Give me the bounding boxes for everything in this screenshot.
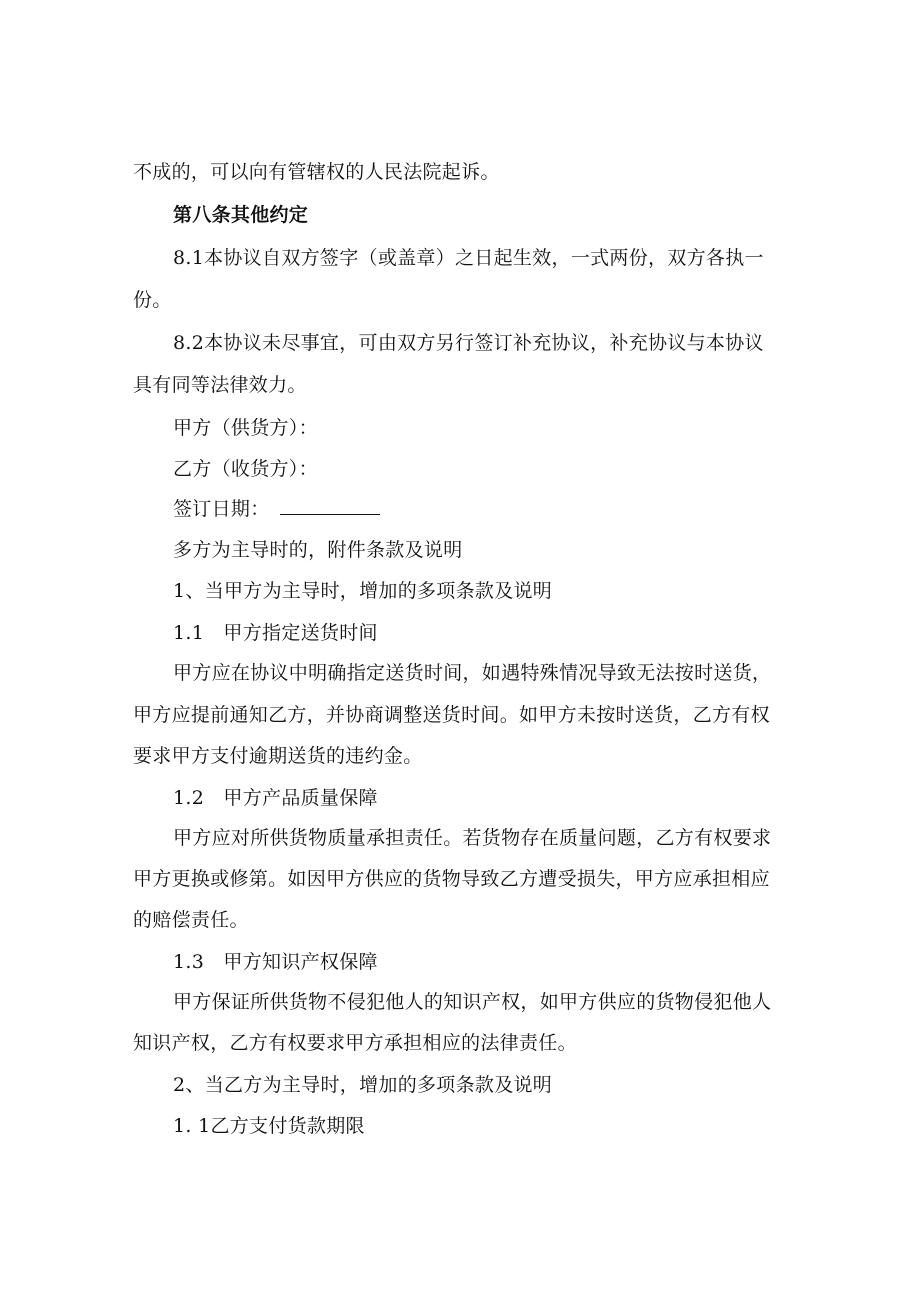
paragraph-line: 不成的，可以向有管辖权的人民法院起诉。 <box>133 161 500 183</box>
paragraph-line: 甲方保证所供货物不侵犯他人的知识产权，如甲方供应的货物侵犯他人 <box>173 991 772 1013</box>
subsection-1-1-heading: 1.1 甲方指定送货时间 <box>173 622 378 644</box>
paragraph-line: 要求甲方支付逾期送货的违约金。 <box>133 745 423 767</box>
paragraph-line: 甲方应在协议中明确指定送货时间，如遇特殊情况导致无法按时送货， <box>173 662 772 684</box>
section-2-heading: 2、当乙方为主导时，增加的多项条款及说明 <box>173 1074 553 1096</box>
appendix-title: 多方为主导时的，附件条款及说明 <box>173 539 463 561</box>
subsection-1-3-heading: 1.3 甲方知识产权保障 <box>173 951 378 973</box>
party-a-label: 甲方（供货方）： <box>173 417 318 439</box>
paragraph-line: 知识产权，乙方有权要求甲方承担相应的法律责任。 <box>133 1032 577 1054</box>
subsection-2-1-heading: 1. 1乙方支付货款期限 <box>173 1115 365 1137</box>
signing-date-row <box>173 497 380 521</box>
party-b-label: 乙方（收货方）： <box>173 458 318 480</box>
paragraph-line: 份。 <box>133 289 172 311</box>
signing-date-blank <box>280 498 380 515</box>
clause-8-1-line: 8.1本协议自双方签字（或盖章）之日起生效，一式两份，双方各执一 <box>173 247 764 269</box>
clause-8-2-line: 8.2本协议未尽事宜，可由双方另行签订补充协议，补充协议与本协议 <box>173 332 764 354</box>
section-1-heading: 1、当甲方为主导时，增加的多项条款及说明 <box>173 580 553 602</box>
paragraph-line: 甲方更换或修第。如因甲方供应的货物导致乙方遭受损失，甲方应承担相应 <box>133 868 770 890</box>
paragraph-line: 甲方应对所供货物质量承担责任。若货物存在质量问题，乙方有权要求 <box>173 827 772 849</box>
paragraph-line: 的赔偿责任。 <box>133 909 249 931</box>
subsection-1-2-heading: 1.2 甲方产品质量保障 <box>173 787 378 809</box>
paragraph-line: 甲方应提前通知乙方，并协商调整送货时间。如甲方未按时送货，乙方有权 <box>133 704 770 726</box>
signing-date-label: 签订日期： <box>173 498 270 520</box>
section-heading: 第八条其他约定 <box>173 204 309 226</box>
paragraph-line: 具有同等法律效力。 <box>133 374 307 396</box>
